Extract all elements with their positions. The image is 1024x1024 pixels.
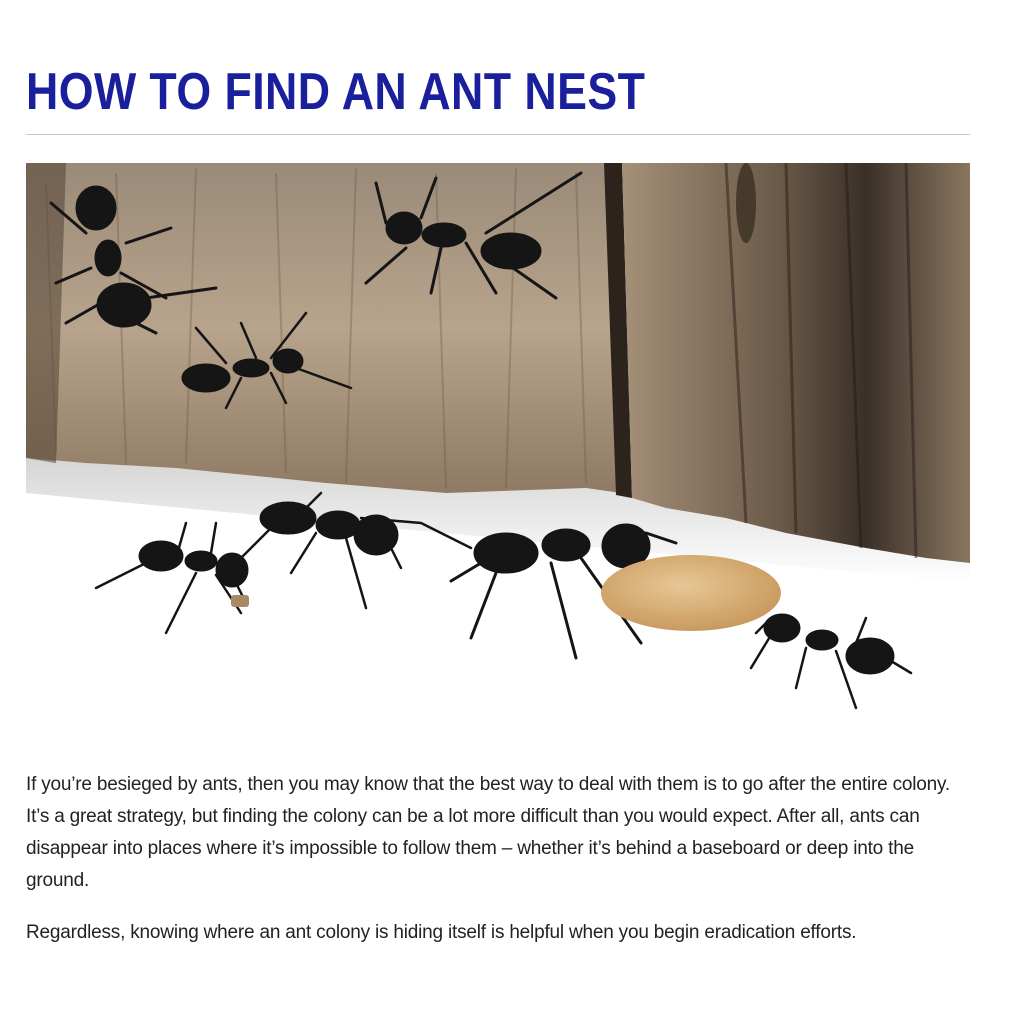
debris — [231, 595, 249, 607]
title-divider — [26, 134, 970, 135]
intro-paragraph: If you’re besieged by ants, then you may know that the best way to deal with them is to go after the entire colony. It’s a great strategy, but finding the colony can be a lot more difficult than you would expect. After all, ants can disappear into places where it’s impossible to follow them – whether it’s behind a baseboard or deep into the ground. — [26, 774, 951, 891]
hero-image — [26, 163, 970, 720]
page-title: HOW TO FIND AN ANT NEST — [26, 63, 646, 121]
seed-larva — [601, 555, 781, 631]
ants-on-wood-illustration — [26, 163, 970, 720]
followup-paragraph: Regardless, knowing where an ant colony is hiding itself is helpful when you begin eradication efforts. — [26, 922, 857, 943]
wood-plank-right — [622, 163, 970, 563]
